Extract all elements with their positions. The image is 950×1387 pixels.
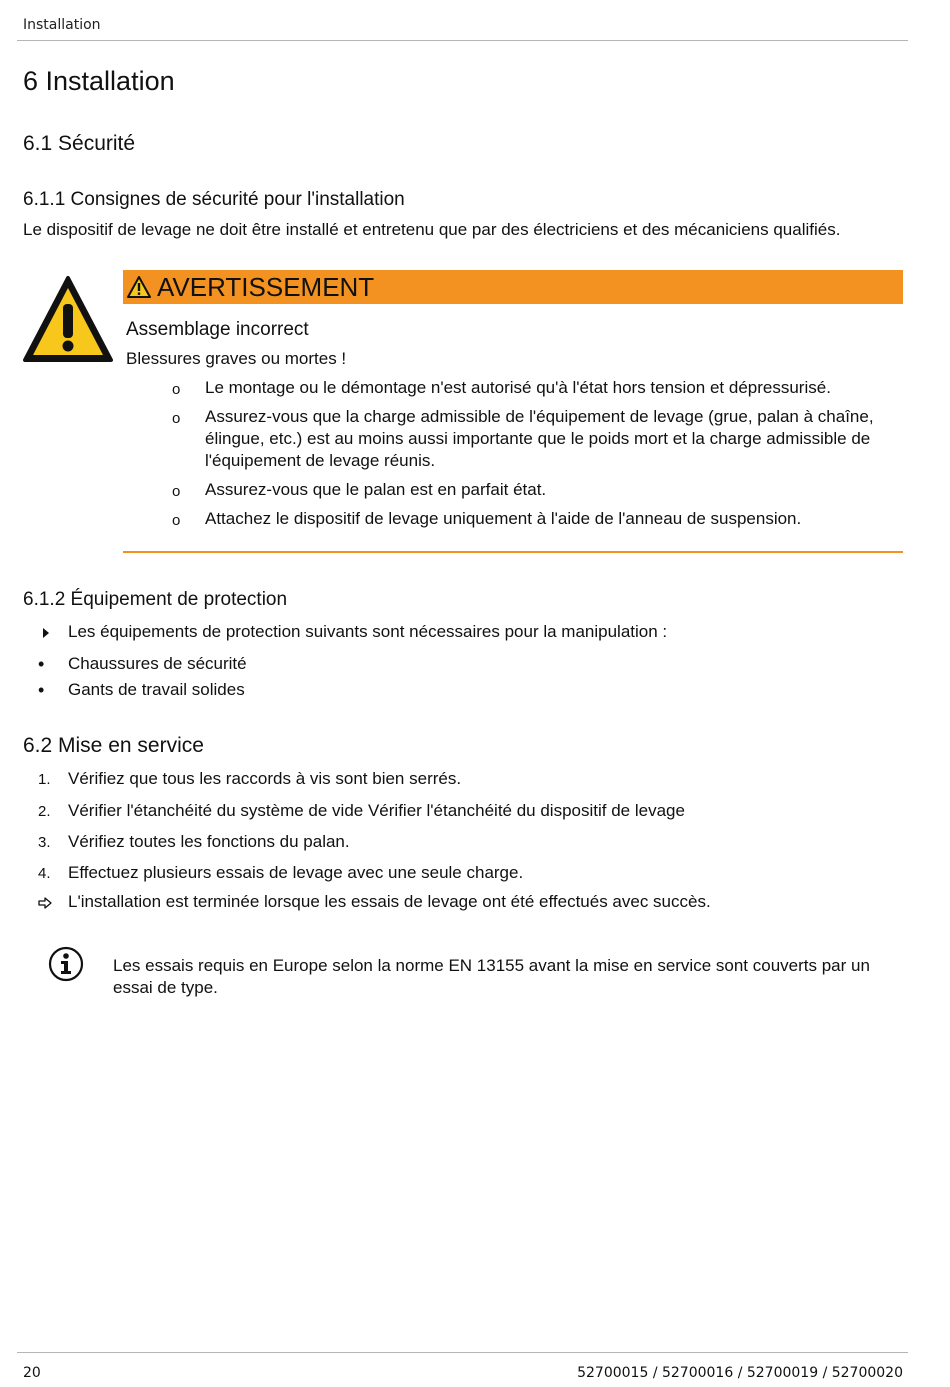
warning-large-icon [22, 274, 114, 369]
step-number: 4. [38, 865, 51, 882]
warning-consequence: Blessures graves ou mortes ! [126, 349, 347, 368]
warning-hazard: Assemblage incorrect [126, 319, 309, 340]
warning-item: Attachez le dispositif de levage uniquement à l'aide de l'anneau de suspension. [205, 509, 802, 528]
list-bullet: o [172, 410, 181, 427]
running-header: Installation [23, 17, 101, 33]
bullet-dot-icon: • [38, 680, 45, 700]
footer-rule [17, 1352, 908, 1353]
step-number: 1. [38, 771, 51, 788]
warning-title: AVERTISSEMENT [157, 272, 375, 302]
header-rule [17, 40, 908, 41]
result-text: L'installation est terminée lorsque les essais de levage ont été effectués avec succès. [68, 892, 711, 911]
warning-item: Assurez-vous que la charge admissible de l'équipement de levage (grue, palan à chaîne, élingue, etc.) est au moins aussi importante que le poids mort et la charge admissible de l'équipement de levage réunis. [205, 407, 874, 470]
step-number: 3. [38, 834, 51, 851]
protection-item: Gants de travail solides [68, 680, 245, 699]
section-6-1-2-heading: 6.1.2 Équipement de protection [23, 589, 288, 610]
installer-note: Le dispositif de levage ne doit être installé et entretenu que par des électriciens et des mécaniciens qualifiés. [23, 220, 841, 239]
warning-bottom-rule [123, 551, 903, 553]
page-number: 20 [23, 1365, 41, 1381]
list-bullet: o [172, 483, 181, 500]
warning-item: Le montage ou le démontage n'est autorisé qu'à l'état hors tension et dépressurisé. [205, 378, 831, 397]
bullet-dot-icon: • [38, 654, 45, 674]
step-text: Effectuez plusieurs essais de levage avec une seule charge. [68, 863, 524, 882]
list-bullet: o [172, 512, 181, 529]
warning-item: Assurez-vous que le palan est en parfait état. [205, 480, 547, 499]
warning-triangle-icon [127, 276, 151, 303]
step-text: Vérifier l'étanchéité du système de vide Vérifier l'étanchéité du dispositif de levage [68, 801, 685, 820]
section-6-2-heading: 6.2 Mise en service [23, 734, 204, 757]
info-note: Les essais requis en Europe selon la norme EN 13155 avant la mise en service sont couverts par un essai de type. [113, 956, 870, 997]
result-arrow-icon [38, 896, 52, 914]
list-bullet: o [172, 381, 181, 398]
section-6-1-heading: 6.1 Sécurité [23, 132, 136, 155]
section-6-1-1-heading: 6.1.1 Consignes de sécurité pour l'installation [23, 189, 405, 210]
page-title: 6 Installation [23, 66, 175, 96]
step-text: Vérifiez toutes les fonctions du palan. [68, 832, 350, 851]
part-numbers: 52700015 / 52700016 / 52700019 / 52700020 [577, 1365, 903, 1381]
instruction-arrow-icon [42, 626, 50, 644]
step-text: Vérifiez que tous les raccords à vis sont bien serrés. [68, 769, 462, 788]
protection-instruction: Les équipements de protection suivants sont nécessaires pour la manipulation : [68, 622, 668, 641]
step-number: 2. [38, 803, 51, 820]
info-icon [48, 946, 84, 987]
protection-item: Chaussures de sécurité [68, 654, 247, 673]
